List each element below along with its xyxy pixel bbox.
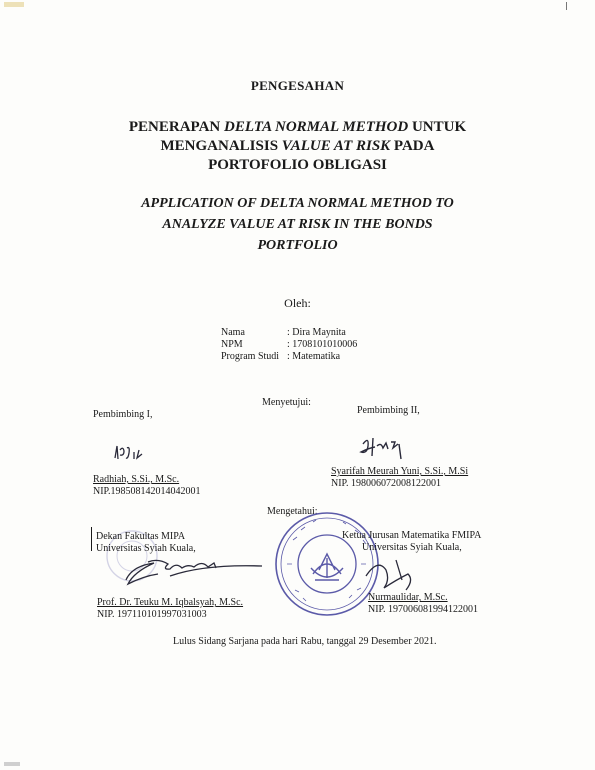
scan-corner-mark-top-right (566, 2, 567, 10)
pembimbing-1-label: Pembimbing I, (93, 409, 153, 420)
pembimbing-2-name: Syarifah Meurah Yuni, S.Si., M.Si (331, 466, 469, 477)
title-indonesian (0, 118, 595, 175)
kajur-nip: NIP. 197006081994122001 (368, 604, 479, 615)
title-en-line-1: APPLICATION OF DELTA NORMAL METHOD TO (141, 196, 454, 211)
dekan-nip: NIP. 197110101997031003 (97, 609, 207, 620)
title-id-line-1: PENERAPAN DELTA NORMAL METHOD UNTUK (128, 119, 467, 135)
dekan-bracket-line (91, 527, 92, 551)
title-en-line-3: PORTFOLIO (257, 238, 338, 253)
nama-value: : Dira Maynita (287, 327, 346, 338)
title-en-line-2: ANALYZE VALUE AT RISK IN THE BONDS (162, 217, 433, 232)
mengetahui-label: Mengetahui: (267, 506, 318, 517)
pembimbing-1-nip: NIP.198508142014042001 (93, 486, 201, 497)
kajur-title-line-2: Universitas Syiah Kuala, (362, 542, 462, 553)
nama-label: Nama (221, 327, 245, 338)
oleh-label: Oleh: (284, 296, 311, 310)
pembimbing-1-signature (112, 442, 152, 464)
title-id-line-3: PORTOFOLIO OBLIGASI (208, 157, 387, 173)
scan-corner-mark-bottom-left (4, 762, 20, 766)
menyetujui-label: Menyetujui: (262, 397, 311, 408)
dekan-name: Prof. Dr. Teuku M. Iqbalsyah, M.Sc. (97, 597, 244, 608)
pembimbing-2-signature (355, 434, 411, 462)
kajur-title-line-1: Ketua Jurusan Matematika FMIPA (342, 530, 482, 541)
pembimbing-1-name: Radhiah, S.Si., M.Sc. (93, 474, 180, 485)
dekan-signature (124, 554, 264, 592)
title-id-line-2: MENGANALISIS VALUE AT RISK PADA (160, 138, 435, 154)
kajur-signature (356, 550, 426, 594)
page-heading: PENGESAHAN (250, 78, 345, 93)
graduation-statement: Lulus Sidang Sarjana pada hari Rabu, tanggal 29 Desember 2021. (173, 636, 437, 647)
npm-value: : 1708101010006 (287, 339, 358, 350)
dekan-title-line-1: Dekan Fakultas MIPA (96, 531, 186, 542)
prodi-label: Program Studi (221, 351, 280, 362)
student-info (221, 327, 421, 363)
scan-corner-mark-top-left (4, 2, 24, 7)
npm-label: NPM (221, 339, 243, 350)
kajur-name: Nurmaulidar, M.Sc. (368, 592, 448, 603)
prodi-value: : Matematika (287, 351, 341, 362)
dekan-title-line-2: Universitas Syiah Kuala, (96, 543, 196, 554)
pembimbing-2-nip: NIP. 198006072008122001 (331, 478, 442, 489)
pembimbing-2-label: Pembimbing II, (357, 405, 420, 416)
title-english (0, 193, 595, 256)
